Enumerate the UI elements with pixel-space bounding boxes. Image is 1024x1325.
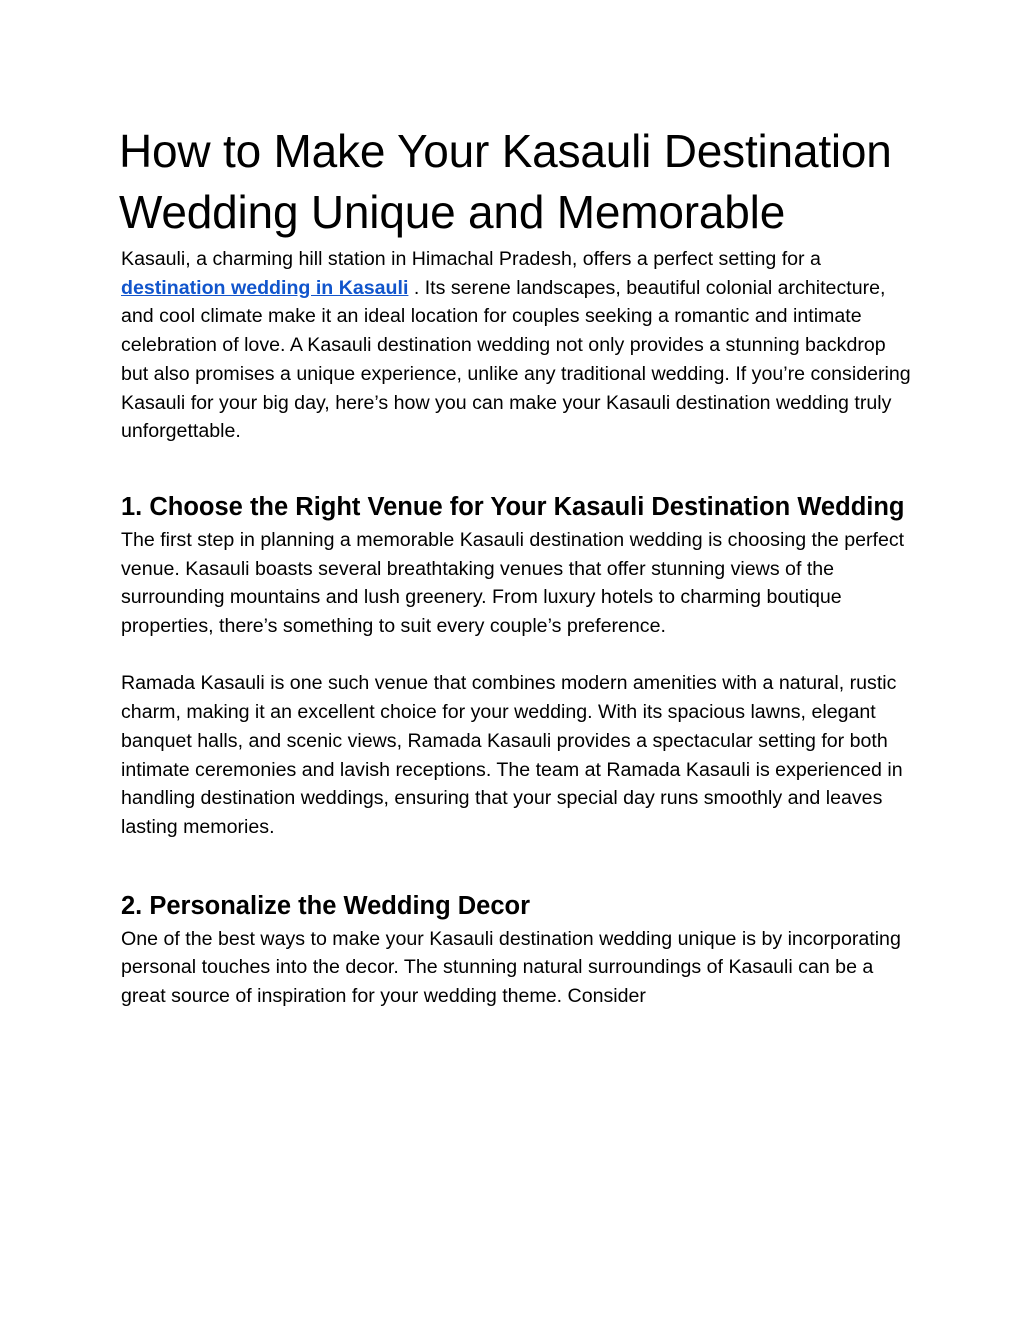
page-title: How to Make Your Kasauli Destination Wedding Unique and Memorable xyxy=(119,125,892,238)
section-paragraph: The first step in planning a memorable Kasauli destination wedding is choosing the perfect venue. Kasauli boasts several breathtaking venues that offer stunning views of the surrounding mountains and lush greenery. From luxury hotels to charming boutique properties, there’s something to suit every couple’s preference. xyxy=(121,528,905,638)
section-heading-decor: 2. Personalize the Wedding Decor xyxy=(121,891,531,920)
intro-text-after-link: . Its serene landscapes, beautiful colonial architecture, and cool climate make it an ideal location for couples seeking a romantic and intimate celebration of love. A Kasauli destination wedding not only provides a stunning backdrop but also promises a unique experience, unlike any traditional wedding. If you’re considering Kasauli for your big day, here’s how you can make your Kasauli destination wedding truly unforgettable. xyxy=(121,276,911,443)
destination-wedding-link[interactable]: destination wedding in Kasauli xyxy=(121,276,409,299)
intro-text-before-link: Kasauli, a charming hill station in Himachal Pradesh, offers a perfect setting for a xyxy=(121,248,821,270)
section-paragraph: One of the best ways to make your Kasauli destination wedding unique is by incorporating personal touches into the decor. The stunning natural surroundings of Kasauli can be a great source of inspiration for your wedding theme. Consider xyxy=(121,927,901,1008)
section-paragraph: Ramada Kasauli is one such venue that combines modern amenities with a natural, rustic charm, making it an excellent choice for your wedding. With its spacious lawns, elegant banquet halls, and scenic views, Ramada Kasauli provides a spectacular setting for both intimate ceremonies and lavish receptions. The team at Ramada Kasauli is experienced in handling destination weddings, ensuring that your special day runs smoothly and leaves lasting memories. xyxy=(121,672,903,838)
section-heading-venue: 1. Choose the Right Venue for Your Kasauli Destination Wedding xyxy=(121,492,905,521)
document-page xyxy=(121,121,911,1011)
intro-paragraph xyxy=(121,245,911,446)
